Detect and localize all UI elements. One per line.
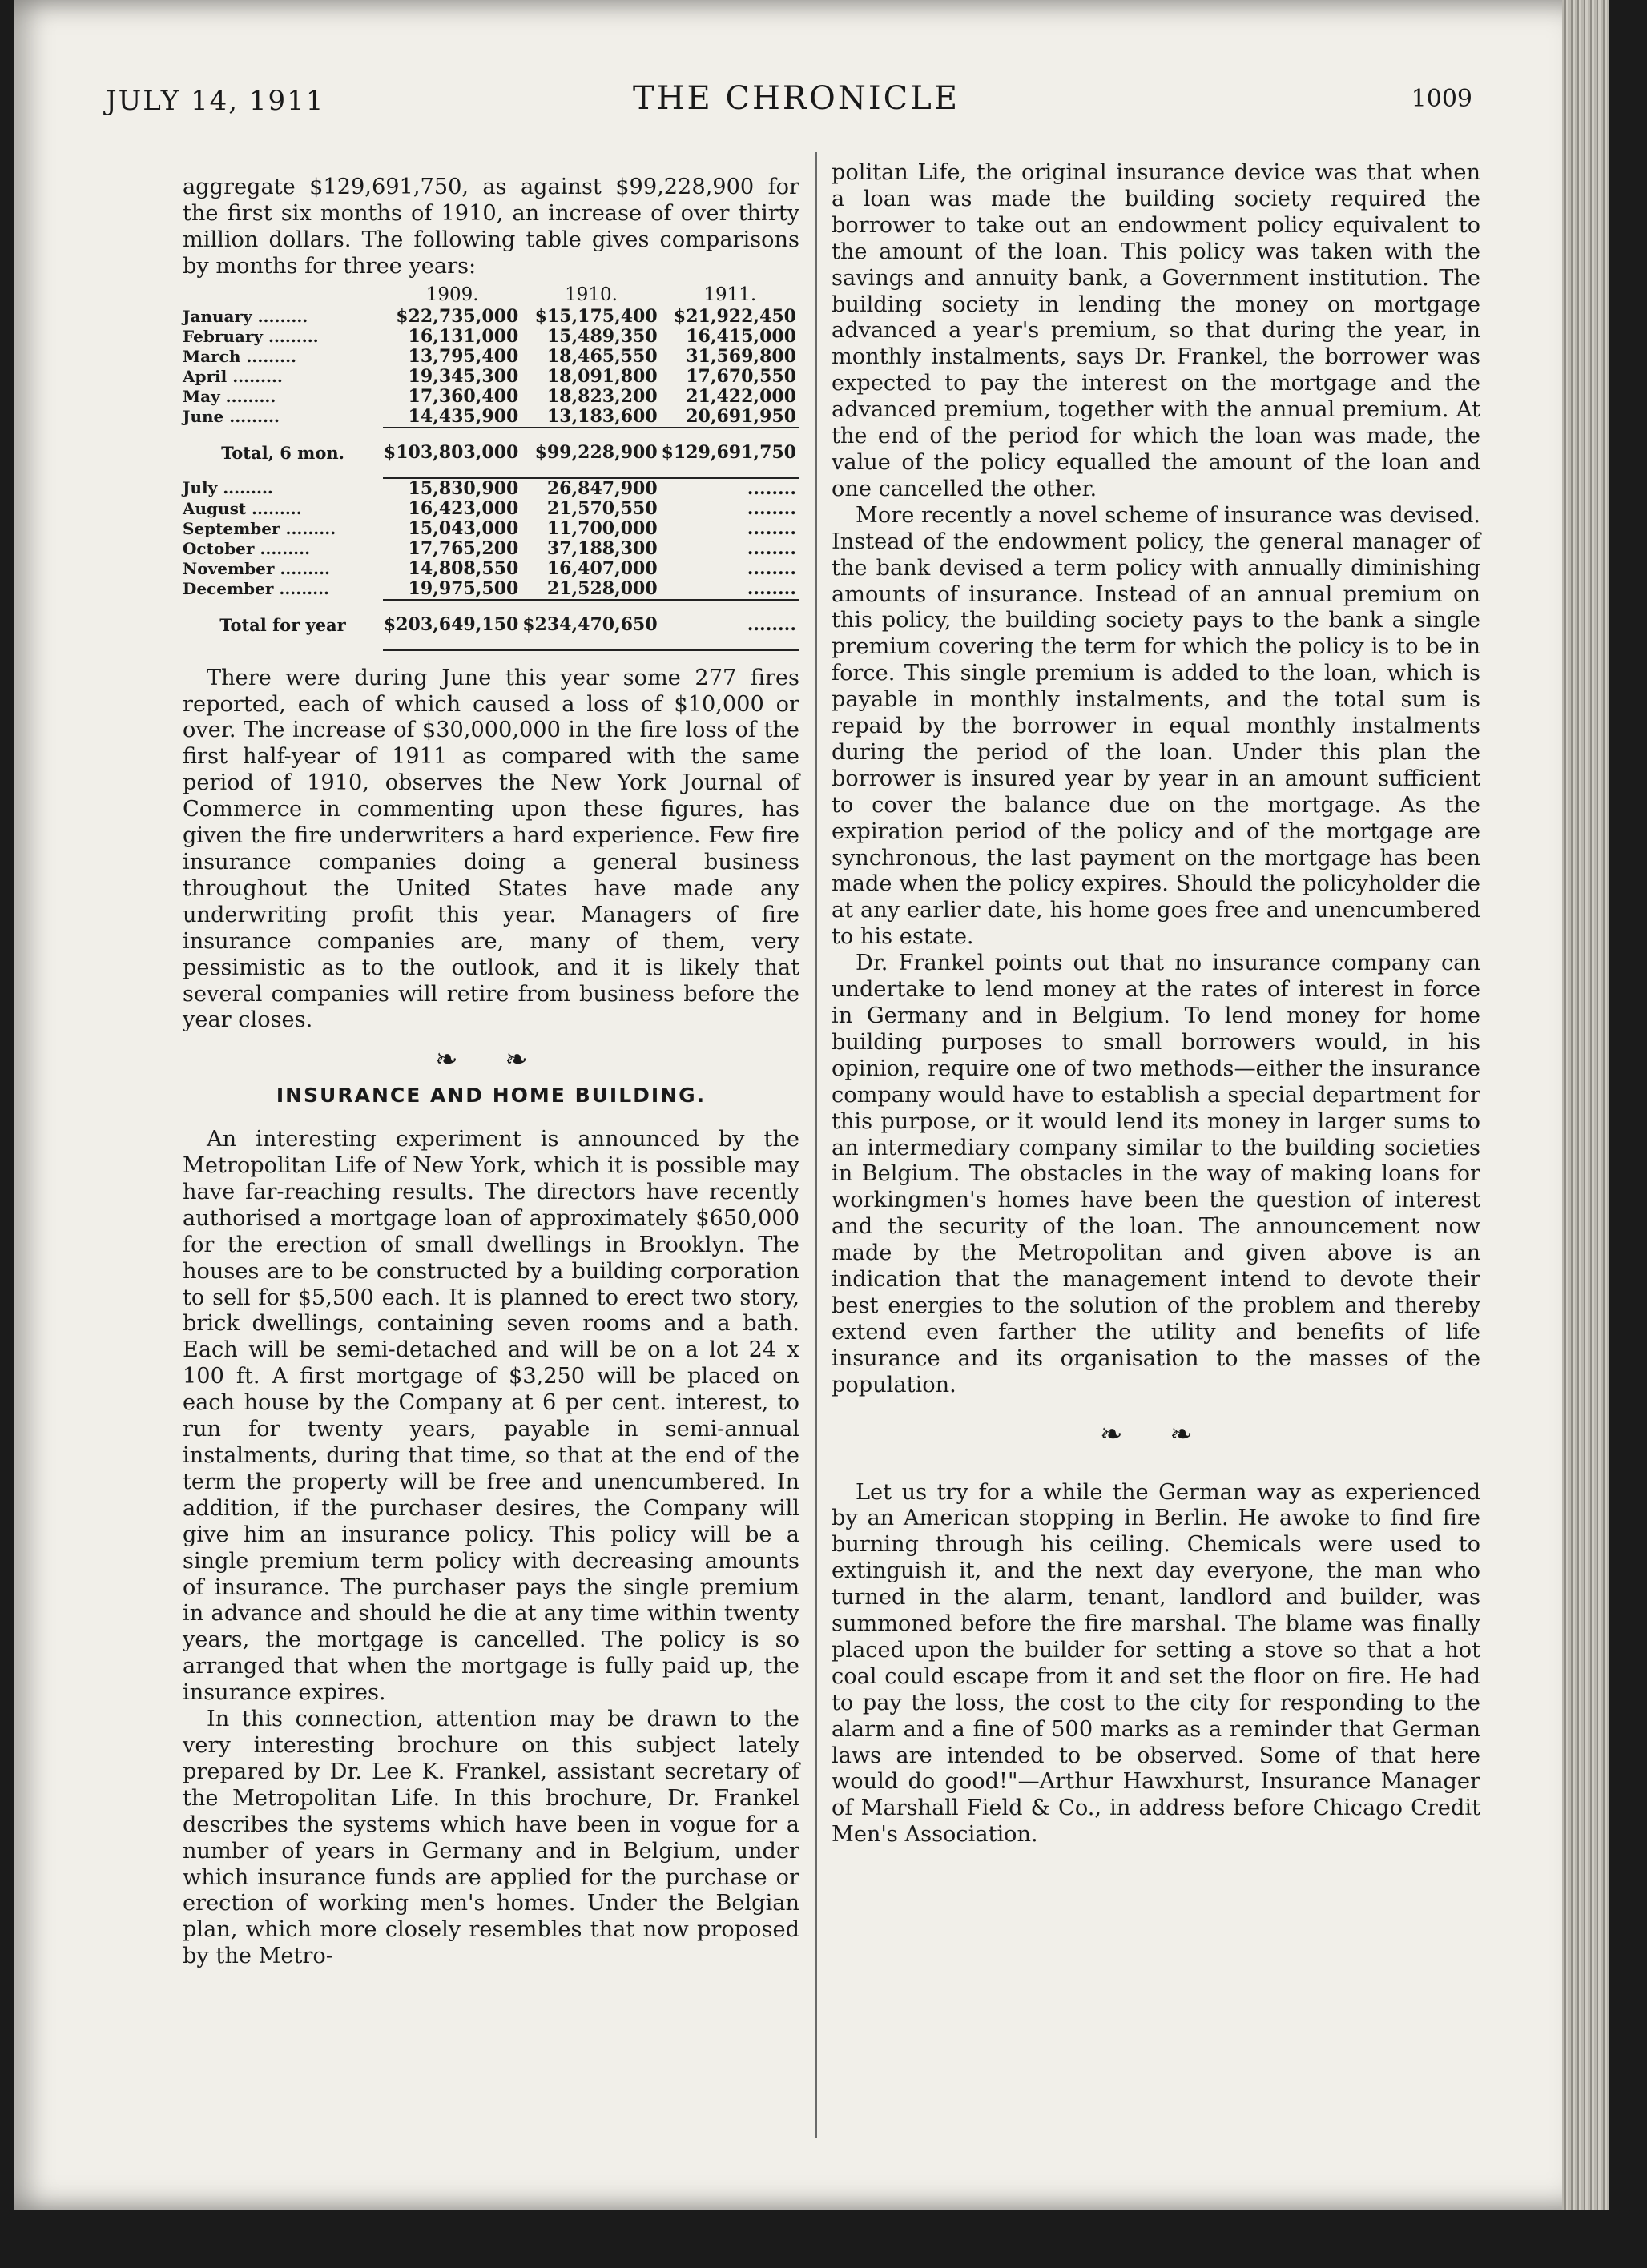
table-cell: 15,489,350 bbox=[546, 325, 658, 347]
table-cell: ........ bbox=[747, 477, 796, 499]
issue-date: JULY 14, 1911 bbox=[106, 85, 325, 117]
table-row bbox=[183, 499, 799, 519]
table-cell: $103,803,000 bbox=[383, 428, 521, 478]
metropolitan-paragraph: An interesting experiment is announced by the Metropolitan Life of New York, which it is possible may have far-reaching results. The directors have recently authorised a mortgage loan of approximately $650,000 for the erection of small dwellings in Brooklyn. The houses are to be constructed by a building corporation to sell for $5,500 each. It is planned to erect two story, brick dwellings, containing seven rooms and a bath. Each will be semi-detached and will be on a lot 24 x 100 ft. A first mortgage of $3,250 will be placed on each house by the Company at 6 per cent. interest, to run for twenty years, payable in semi-annual instalments, during that time, so that at the end of the term the property will be free and unencumbered. In addition, if the purchaser desires, the Company will give him an insurance policy. This policy will be a single premium term policy with decreasing amounts of insurance. The purchaser pays the single premium in advance and should he die at any time within twenty years, the mortgage is cancelled. The policy is so arranged that when the mortgage is fully paid up, the insurance expires. bbox=[183, 1127, 799, 1706]
table-cell: 13,795,400 bbox=[408, 345, 519, 367]
table-cell: ........ bbox=[747, 497, 796, 519]
frankel-paragraph: Dr. Frankel points out that no insurance company can undertake to lend money at the rates of interest in force in Germany and in Belgium. To lend money for home building purposes to small borrowers would, in his opinion, require one of two methods—either the insurance company would have to establish a special department for this purpose, or it would lend its money in larger sums to an intermediary company similar to the building societies in Belgium. The obstacles in the way of making loans for workingmen's homes have been the question of interest and the security of the loan. The announcement now made by the Metropolitan and given above is an indication that the management intend to devote their best energies to the solution of the problem and thereby extend even farther the utility and benefits of life insurance and its organisation to the masses of the population. bbox=[832, 951, 1480, 1397]
table-cell: ........ bbox=[747, 557, 796, 579]
total-label: Total for year bbox=[219, 614, 346, 635]
table-row bbox=[183, 539, 799, 559]
right-column bbox=[832, 160, 1480, 1848]
fires-paragraph: There were during June this year some 277 fires reported, each of which caused a loss of $10,000 or over. The increase of $30,000,000 in the fire loss of the first half-year of 1911 as compared with the same period of 1910, observes the New York Journal of Commerce in commenting upon these figures, has given the fire underwriters a hard experience. Few fire insurance companies doing a general business throughout the United States have made any underwriting profit this year. Managers of fire insurance companies are, many of them, very pessimistic as to the outlook, and it is likely that several companies will retire from business before the year closes. bbox=[183, 665, 799, 1033]
table-cell: 18,823,200 bbox=[546, 385, 658, 407]
table-cell: ........ bbox=[747, 577, 796, 599]
table-cell: 26,847,900 bbox=[546, 477, 658, 499]
column-header: 1911. bbox=[703, 284, 757, 305]
german-way-paragraph: Let us try for a while the German way as experienced by an American stopping in Berlin. He awoke to find fire burning through his ceiling. Chemicals were used to extinguish it, and the next day everyone, the man who turned in the alarm, tenant, landlord and builder, was summoned before the fire marshal. The blame was finally placed upon the builder for setting a stove so that a hot coal could escape from it and set the floor on fire. He had to pay the loss, the cost to the city for responding to the alarm and a fine of 500 marks as a reminder that German laws are intended to be observed. Some of that here would do good!"—Arthur Hawxhurst, Insurance Manager of Marshall Field & Co., in address before Chicago Credit Men's Association. bbox=[832, 1479, 1480, 1848]
table-cell: 16,415,000 bbox=[686, 325, 796, 347]
table-cell: 17,360,400 bbox=[408, 385, 519, 407]
brochure-paragraph: In this connection, attention may be drawn to the very interesting brochure on this subject lately prepared by Dr. Lee K. Frankel, assistant secretary of the Metropolitan Life. In this brochure, Dr. Frankel describes the systems which have been in vogue for a number of years in Germany and in Belgium, under which insurance funds are applied for the purchase or erection of working men's homes. Under the Belgian plan, which more closely resembles that now proposed by the Metro- bbox=[183, 1707, 799, 1969]
total-label: Total, 6 mon. bbox=[221, 442, 344, 463]
month-label: November ......... bbox=[183, 558, 331, 578]
table-cell: ........ bbox=[747, 517, 796, 539]
table-cell: 15,830,900 bbox=[408, 477, 519, 499]
page-number: 1009 bbox=[1411, 85, 1472, 113]
table-total-row bbox=[183, 428, 799, 478]
table-cell: 16,407,000 bbox=[546, 557, 658, 579]
table-cell: 13,183,600 bbox=[546, 405, 658, 427]
continued-paragraph: politan Life, the original insurance device was that when a loan was made the building society required the borrower to take out an endowment policy equivalent to the amount of the loan. This policy was taken with the savings and annuity bank, a Government institution. The building society in lending the money on mortgage advanced a year's premium, so that during the year, in monthly instalments, says Dr. Frankel, the borrower was expected to pay the interest on the mortgage and the advanced premium, together with the annual premium. At the end of the period for which the loan was made, the value of the policy equalled the amount of the loan and one cancelled the other. bbox=[832, 160, 1480, 501]
table-cell: 37,188,300 bbox=[546, 537, 658, 559]
month-label: August ......... bbox=[183, 498, 302, 518]
table-cell: 16,131,000 bbox=[408, 325, 519, 347]
table-header-row bbox=[183, 285, 799, 307]
table-row bbox=[183, 387, 799, 407]
table-cell: 19,345,300 bbox=[408, 365, 519, 387]
section-heading: INSURANCE AND HOME BUILDING. bbox=[276, 1084, 707, 1108]
table-cell: 14,435,900 bbox=[408, 405, 519, 427]
table-cell: 18,465,550 bbox=[546, 345, 658, 367]
section-ornament: ❧ ❧ bbox=[1100, 1418, 1212, 1450]
table-cell: $234,470,650 bbox=[521, 600, 660, 650]
table-row bbox=[183, 347, 799, 367]
table-cell: $129,691,750 bbox=[661, 428, 799, 478]
left-column bbox=[183, 175, 799, 1970]
month-label: March ......... bbox=[183, 346, 296, 366]
table-cell: 18,091,800 bbox=[546, 365, 658, 387]
month-label: May ......... bbox=[183, 386, 276, 406]
section-ornament: ❧ ❧ bbox=[435, 1044, 547, 1076]
novel-scheme-paragraph: More recently a novel scheme of insurance was devised. Instead of the endowment policy, the general manager of the bank devised a term policy with annually diminishing amounts of insurance. Instead of an annual premium on this policy, the building society pays to the bank a single premium covering the term for which the policy is to be in force. This single premium is added to the loan, which is payable in monthly instalments, and the total sum is repaid by the borrower in equal monthly instalments during the period of the loan. Under this plan the borrower is insured year by year in an amount sufficient to cover the balance due on the mortgage. As the expiration period of the policy and of the mortgage are synchronous, the last payment on the mortgage has been made when the policy expires. Should the policyholder die at any earlier date, his home goes free and unencumbered to his estate. bbox=[832, 502, 1480, 950]
table-cell: 31,569,800 bbox=[686, 345, 796, 367]
table-row bbox=[183, 579, 799, 600]
table-cell: 21,528,000 bbox=[546, 577, 658, 599]
table-cell: 15,043,000 bbox=[408, 517, 519, 539]
table-row bbox=[183, 367, 799, 387]
table-row bbox=[183, 559, 799, 579]
month-label: February ......... bbox=[183, 326, 319, 346]
table-cell: ........ bbox=[747, 537, 796, 559]
fire-loss-table bbox=[183, 285, 799, 651]
month-label: April ......... bbox=[183, 366, 283, 386]
month-label: June ......... bbox=[183, 407, 280, 427]
table-cell: $99,228,900 bbox=[521, 428, 660, 478]
table-cell: $22,735,000 bbox=[396, 305, 519, 327]
table-row bbox=[183, 519, 799, 539]
newspaper-page bbox=[14, 0, 1609, 2210]
table-row bbox=[183, 327, 799, 347]
table-cell: 17,670,550 bbox=[686, 365, 796, 387]
table-cell: $203,649,150 bbox=[383, 600, 521, 650]
table-cell: 21,570,550 bbox=[546, 497, 658, 519]
table-cell: 11,700,000 bbox=[546, 517, 658, 539]
table-cell: 14,808,550 bbox=[408, 557, 519, 579]
table-row bbox=[183, 478, 799, 499]
table-cell: 17,765,200 bbox=[408, 537, 519, 559]
table-cell: 21,422,000 bbox=[686, 385, 796, 407]
month-label: July ......... bbox=[183, 478, 273, 498]
month-label: December ......... bbox=[183, 579, 330, 599]
scan-border bbox=[0, 2210, 1647, 2268]
book-page-edges bbox=[1562, 0, 1609, 2210]
table-cell: 20,691,950 bbox=[686, 405, 796, 427]
month-label: September ......... bbox=[183, 518, 336, 538]
table-cell: ........ bbox=[661, 600, 799, 650]
publication-title: THE CHRONICLE bbox=[632, 80, 960, 117]
page-header bbox=[88, 77, 1504, 125]
column-divider bbox=[815, 152, 817, 2138]
intro-paragraph: aggregate $129,691,750, as against $99,228,900 for the first six months of 1910, an increase of over thirty million dollars. The following table gives comparisons by months for three years: bbox=[183, 175, 799, 279]
month-label: October ......... bbox=[183, 538, 311, 558]
table-cell: $21,922,450 bbox=[673, 305, 796, 327]
table-cell: 19,975,500 bbox=[408, 577, 519, 599]
table-row bbox=[183, 407, 799, 428]
table-cell: 16,423,000 bbox=[408, 497, 519, 519]
table-row bbox=[183, 307, 799, 327]
table-total-row bbox=[183, 600, 799, 650]
column-header: 1910. bbox=[565, 284, 618, 305]
table-cell: $15,175,400 bbox=[534, 305, 658, 327]
month-label: January ......... bbox=[183, 306, 308, 326]
column-header: 1909. bbox=[425, 284, 479, 305]
